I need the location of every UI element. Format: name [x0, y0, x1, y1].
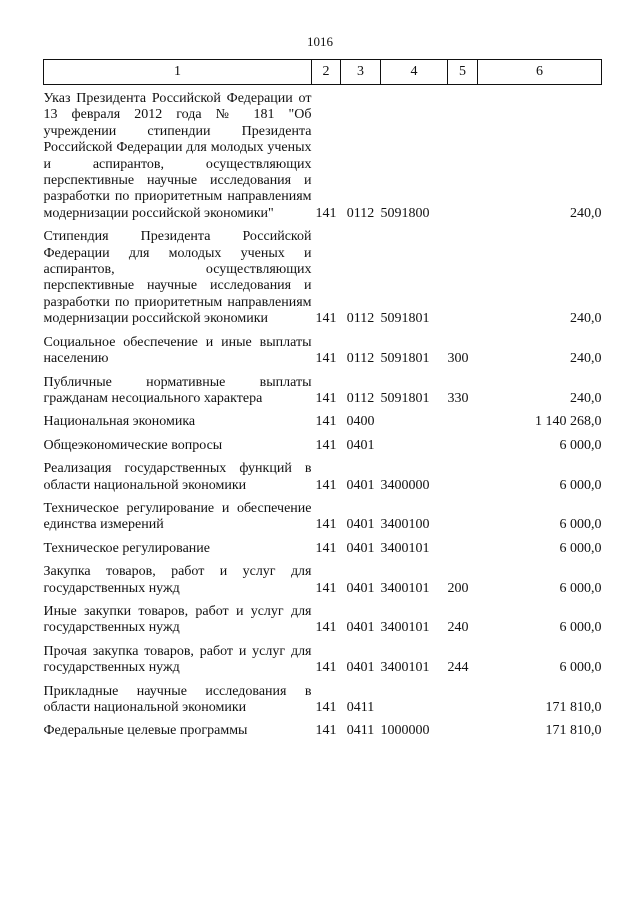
item-amount: 6 000,0: [559, 517, 602, 533]
item-amount: 1 140 268,0: [535, 414, 602, 430]
item-code-gr: 141: [315, 351, 337, 367]
item-code-cs: 3400000: [380, 477, 430, 493]
item-name: Указ Президента Российской Федерации от 13 февраля 2012 года № 181 "Об учреждении стипендии Президента Российской Федерации для молодых ученых и аспирантов, осуществляющих перспективные научные исследования и разработки по приоритетным направлениям модернизации российской экономики": [43, 91, 312, 221]
table-row: [44, 222, 602, 327]
item-code-rz: 0411: [346, 700, 375, 715]
header-col-5: 5: [448, 60, 478, 85]
table-row: [44, 534, 602, 557]
item-code-gr: 141: [315, 437, 337, 453]
item-code-rz: 0401: [346, 477, 375, 493]
table-row: [44, 85, 602, 223]
item-code-cs: 5091800: [380, 205, 430, 221]
item-code-vr: [448, 407, 478, 430]
header-col-1: 1: [44, 60, 312, 85]
item-code-gr: 141: [315, 540, 337, 556]
item-code-gr: 141: [315, 517, 337, 533]
table-row: [44, 557, 602, 597]
item-code-cs: 3400101: [380, 540, 430, 556]
item-name: Закупка товаров, работ и услуг для государственных нужд: [43, 564, 312, 596]
item-code-cs: [381, 677, 448, 717]
item-code-vr: [448, 677, 478, 717]
item-code-vr: [448, 494, 478, 534]
table-body: [44, 85, 602, 740]
page-number: 1016: [307, 34, 333, 49]
item-code-cs: 3400101: [380, 620, 430, 636]
table-row: [44, 716, 602, 739]
item-code-vr: 240: [447, 620, 469, 636]
item-code-vr: 300: [447, 351, 469, 367]
item-code-rz: 0401: [346, 517, 375, 533]
table-row: [44, 597, 602, 637]
item-code-gr: 141: [315, 580, 337, 596]
item-amount: 171 810,0: [545, 700, 602, 715]
item-code-rz: 0401: [346, 437, 375, 453]
item-amount: 240,0: [570, 205, 602, 221]
table-row: [44, 494, 602, 534]
item-code-cs: 5091801: [380, 311, 430, 327]
item-code-vr: [448, 431, 478, 454]
item-code-vr: 200: [447, 580, 469, 596]
item-amount: 240,0: [570, 390, 602, 406]
item-code-rz: 0401: [346, 540, 375, 556]
item-code-gr: 141: [315, 700, 337, 715]
header-col-6: 6: [478, 60, 602, 85]
item-amount: 171 810,0: [545, 723, 602, 739]
item-name: Техническое регулирование: [43, 540, 210, 556]
item-code-gr: 141: [315, 205, 337, 221]
item-code-vr: [448, 534, 478, 557]
item-code-rz: 0411: [346, 723, 375, 739]
header-col-3: 3: [341, 60, 381, 85]
item-code-vr: [448, 222, 478, 327]
item-code-gr: 141: [315, 414, 337, 430]
item-code-rz: 0112: [346, 311, 375, 327]
item-code-cs: 1000000: [380, 723, 430, 739]
item-code-vr: [448, 85, 478, 223]
item-code-cs: 5091801: [380, 390, 430, 406]
item-name: Общеэкономические вопросы: [43, 437, 223, 453]
item-code-cs: 3400101: [380, 580, 430, 596]
table-row: [44, 368, 602, 408]
item-amount: 6 000,0: [559, 580, 602, 596]
item-name: Публичные нормативные выплаты гражданам несоциального характера: [43, 374, 312, 406]
item-code-gr: 141: [315, 390, 337, 406]
item-name: Техническое регулирование и обеспечение единства измерений: [43, 500, 312, 533]
item-amount: 240,0: [570, 351, 602, 367]
item-code-rz: 0401: [346, 580, 375, 596]
item-code-vr: 244: [447, 660, 469, 676]
table-row: [44, 677, 602, 717]
item-name: Федеральные целевые программы: [43, 723, 248, 739]
item-code-vr: [448, 454, 478, 494]
item-code-gr: 141: [315, 311, 337, 327]
item-code-vr: 330: [447, 390, 469, 406]
item-code-gr: 141: [315, 620, 337, 636]
item-amount: 6 000,0: [559, 437, 602, 453]
item-code-gr: 141: [315, 477, 337, 493]
table-row: [44, 431, 602, 454]
item-amount: 6 000,0: [559, 540, 602, 556]
table-row: [44, 328, 602, 368]
item-code-rz: 0112: [346, 390, 375, 406]
item-code-cs: [381, 407, 448, 430]
header-col-4: 4: [381, 60, 448, 85]
item-name: Прикладные научные исследования в области национальной экономики: [43, 683, 312, 715]
item-code-vr: [448, 716, 478, 739]
item-code-cs: 5091801: [380, 351, 430, 367]
header-col-2: 2: [312, 60, 341, 85]
table-header: [44, 60, 602, 85]
table-row: [44, 407, 602, 430]
item-amount: 6 000,0: [559, 620, 602, 636]
item-amount: 6 000,0: [559, 660, 602, 676]
item-code-cs: [381, 431, 448, 454]
item-code-gr: 141: [315, 723, 337, 739]
item-name: Реализация государственных функций в области национальной экономики: [43, 461, 312, 493]
table-row: [44, 454, 602, 494]
item-name: Стипендия Президента Российской Федерации для молодых ученых и аспирантов, осуществляющих перспективные научные исследования и разработки по приоритетным направлениям модернизации российской экономики: [43, 229, 312, 327]
item-code-gr: 141: [315, 660, 337, 676]
item-amount: 240,0: [570, 311, 602, 327]
item-code-rz: 0112: [346, 205, 375, 221]
item-name: Прочая закупка товаров, работ и услуг для государственных нужд: [43, 643, 312, 676]
item-code-cs: 3400101: [380, 660, 430, 676]
item-amount: 6 000,0: [559, 477, 602, 493]
item-name: Национальная экономика: [43, 414, 196, 430]
item-code-cs: 3400100: [380, 517, 430, 533]
header-row: [44, 60, 602, 85]
item-code-rz: 0401: [346, 620, 375, 636]
item-name: Иные закупки товаров, работ и услуг для государственных нужд: [43, 603, 312, 636]
item-code-rz: 0112: [346, 351, 375, 367]
table-row: [44, 637, 602, 677]
item-code-rz: 0401: [346, 660, 375, 676]
budget-table: [43, 59, 602, 740]
item-code-rz: 0400: [346, 414, 375, 430]
item-name: Социальное обеспечение и иные выплаты населению: [43, 334, 312, 367]
